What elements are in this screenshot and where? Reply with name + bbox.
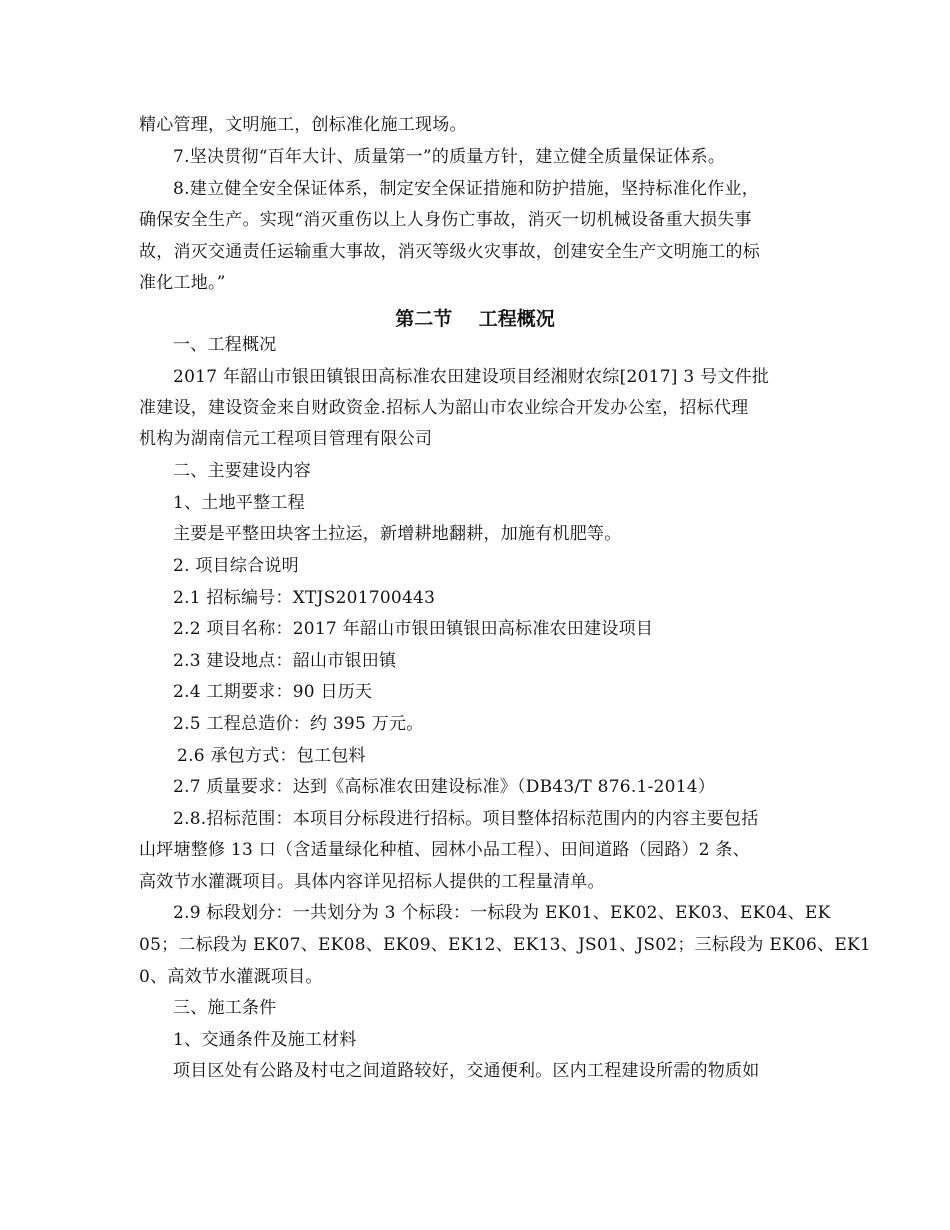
- list-item: 2.3 建设地点：韶山市银田镇: [173, 651, 397, 671]
- list-item: 2.7 质量要求：达到《高标准农田建设标准》（DB43/T 876.1-2014）: [173, 777, 716, 797]
- list-item: 2.1 招标编号：XTJS201700443: [173, 588, 436, 608]
- paragraph-line: 8.建立健全安全保证体系，制定安全保证措施和防护措施，坚持标准化作业，: [173, 179, 759, 199]
- list-item: 2.9 标段划分：一共划分为 3 个标段：一标段为 EK01、EK02、EK03、EK04、EK: [173, 903, 831, 923]
- paragraph-line: 高效节水灌溉项目。具体内容详见招标人提供的工程量清单。: [139, 872, 605, 892]
- subsection-title: 二、主要建设内容: [173, 461, 311, 481]
- list-item: 2.2 项目名称：2017 年韶山市银田镇银田高标准农田建设项目: [173, 619, 654, 639]
- paragraph-line: 准建设，建设资金来自财政资金.招标人为韶山市农业综合开发办公室，招标代理: [139, 398, 749, 418]
- paragraph-line: 精心管理，文明施工，创标准化施工现场。: [139, 115, 467, 135]
- item-title: 2. 项目综合说明: [173, 556, 299, 576]
- paragraph-line: 0、高效节水灌溉项目。: [139, 967, 323, 987]
- list-item: 2.5 工程总造价：约 395 万元。: [173, 714, 424, 734]
- subsection-title: 一、工程概况: [173, 335, 277, 355]
- paragraph-line: 准化工地。”: [139, 273, 226, 293]
- paragraph-line: 故，消灭交通责任运输重大事故，消灭等级火灾事故，创建安全生产文明施工的标: [139, 242, 760, 262]
- paragraph-line: 山坪塘整修 13 口（含适量绿化种植、园林小品工程）、田间道路（园路）2 条、: [139, 840, 750, 860]
- paragraph-line: 7.坚决贯彻“百年大计、质量第一”的质量方针，建立健全质量保证体系。: [173, 147, 726, 167]
- paragraph-line: 主要是平整田块客土拉运，新增耕地翻耕，加施有机肥等。: [173, 524, 622, 544]
- list-item: 2.6 承包方式：包工包料: [177, 746, 366, 766]
- item-title: 1、交通条件及施工材料: [173, 1030, 357, 1050]
- paragraph-line: 2017 年韶山市银田镇银田高标准农田建设项目经湘财农综[2017] 3 号文件批: [173, 367, 770, 387]
- section-heading-text: 第二节 工程概况: [395, 308, 555, 330]
- list-item: 2.4 工期要求：90 日历天: [173, 682, 373, 702]
- section-heading: [0, 305, 950, 333]
- paragraph-line: 项目区处有公路及村屯之间道路较好，交通便利。区内工程建设所需的物质如: [173, 1061, 760, 1081]
- paragraph-line: 确保安全生产。实现“消灭重伤以上人身伤亡事故，消灭一切机械设备重大损失事: [139, 210, 752, 230]
- subsection-title: 三、施工条件: [173, 998, 277, 1018]
- paragraph-line: 05；二标段为 EK07、EK08、EK09、EK12、EK13、JS01、JS02；三标段为 EK06、EK1: [139, 935, 872, 955]
- list-item: 2.8.招标范围：本项目分标段进行招标。项目整体招标范围内的内容主要包括: [173, 809, 759, 829]
- item-title: 1、土地平整工程: [173, 493, 305, 513]
- paragraph-line: 机构为湖南信元工程项目管理有限公司: [139, 429, 433, 449]
